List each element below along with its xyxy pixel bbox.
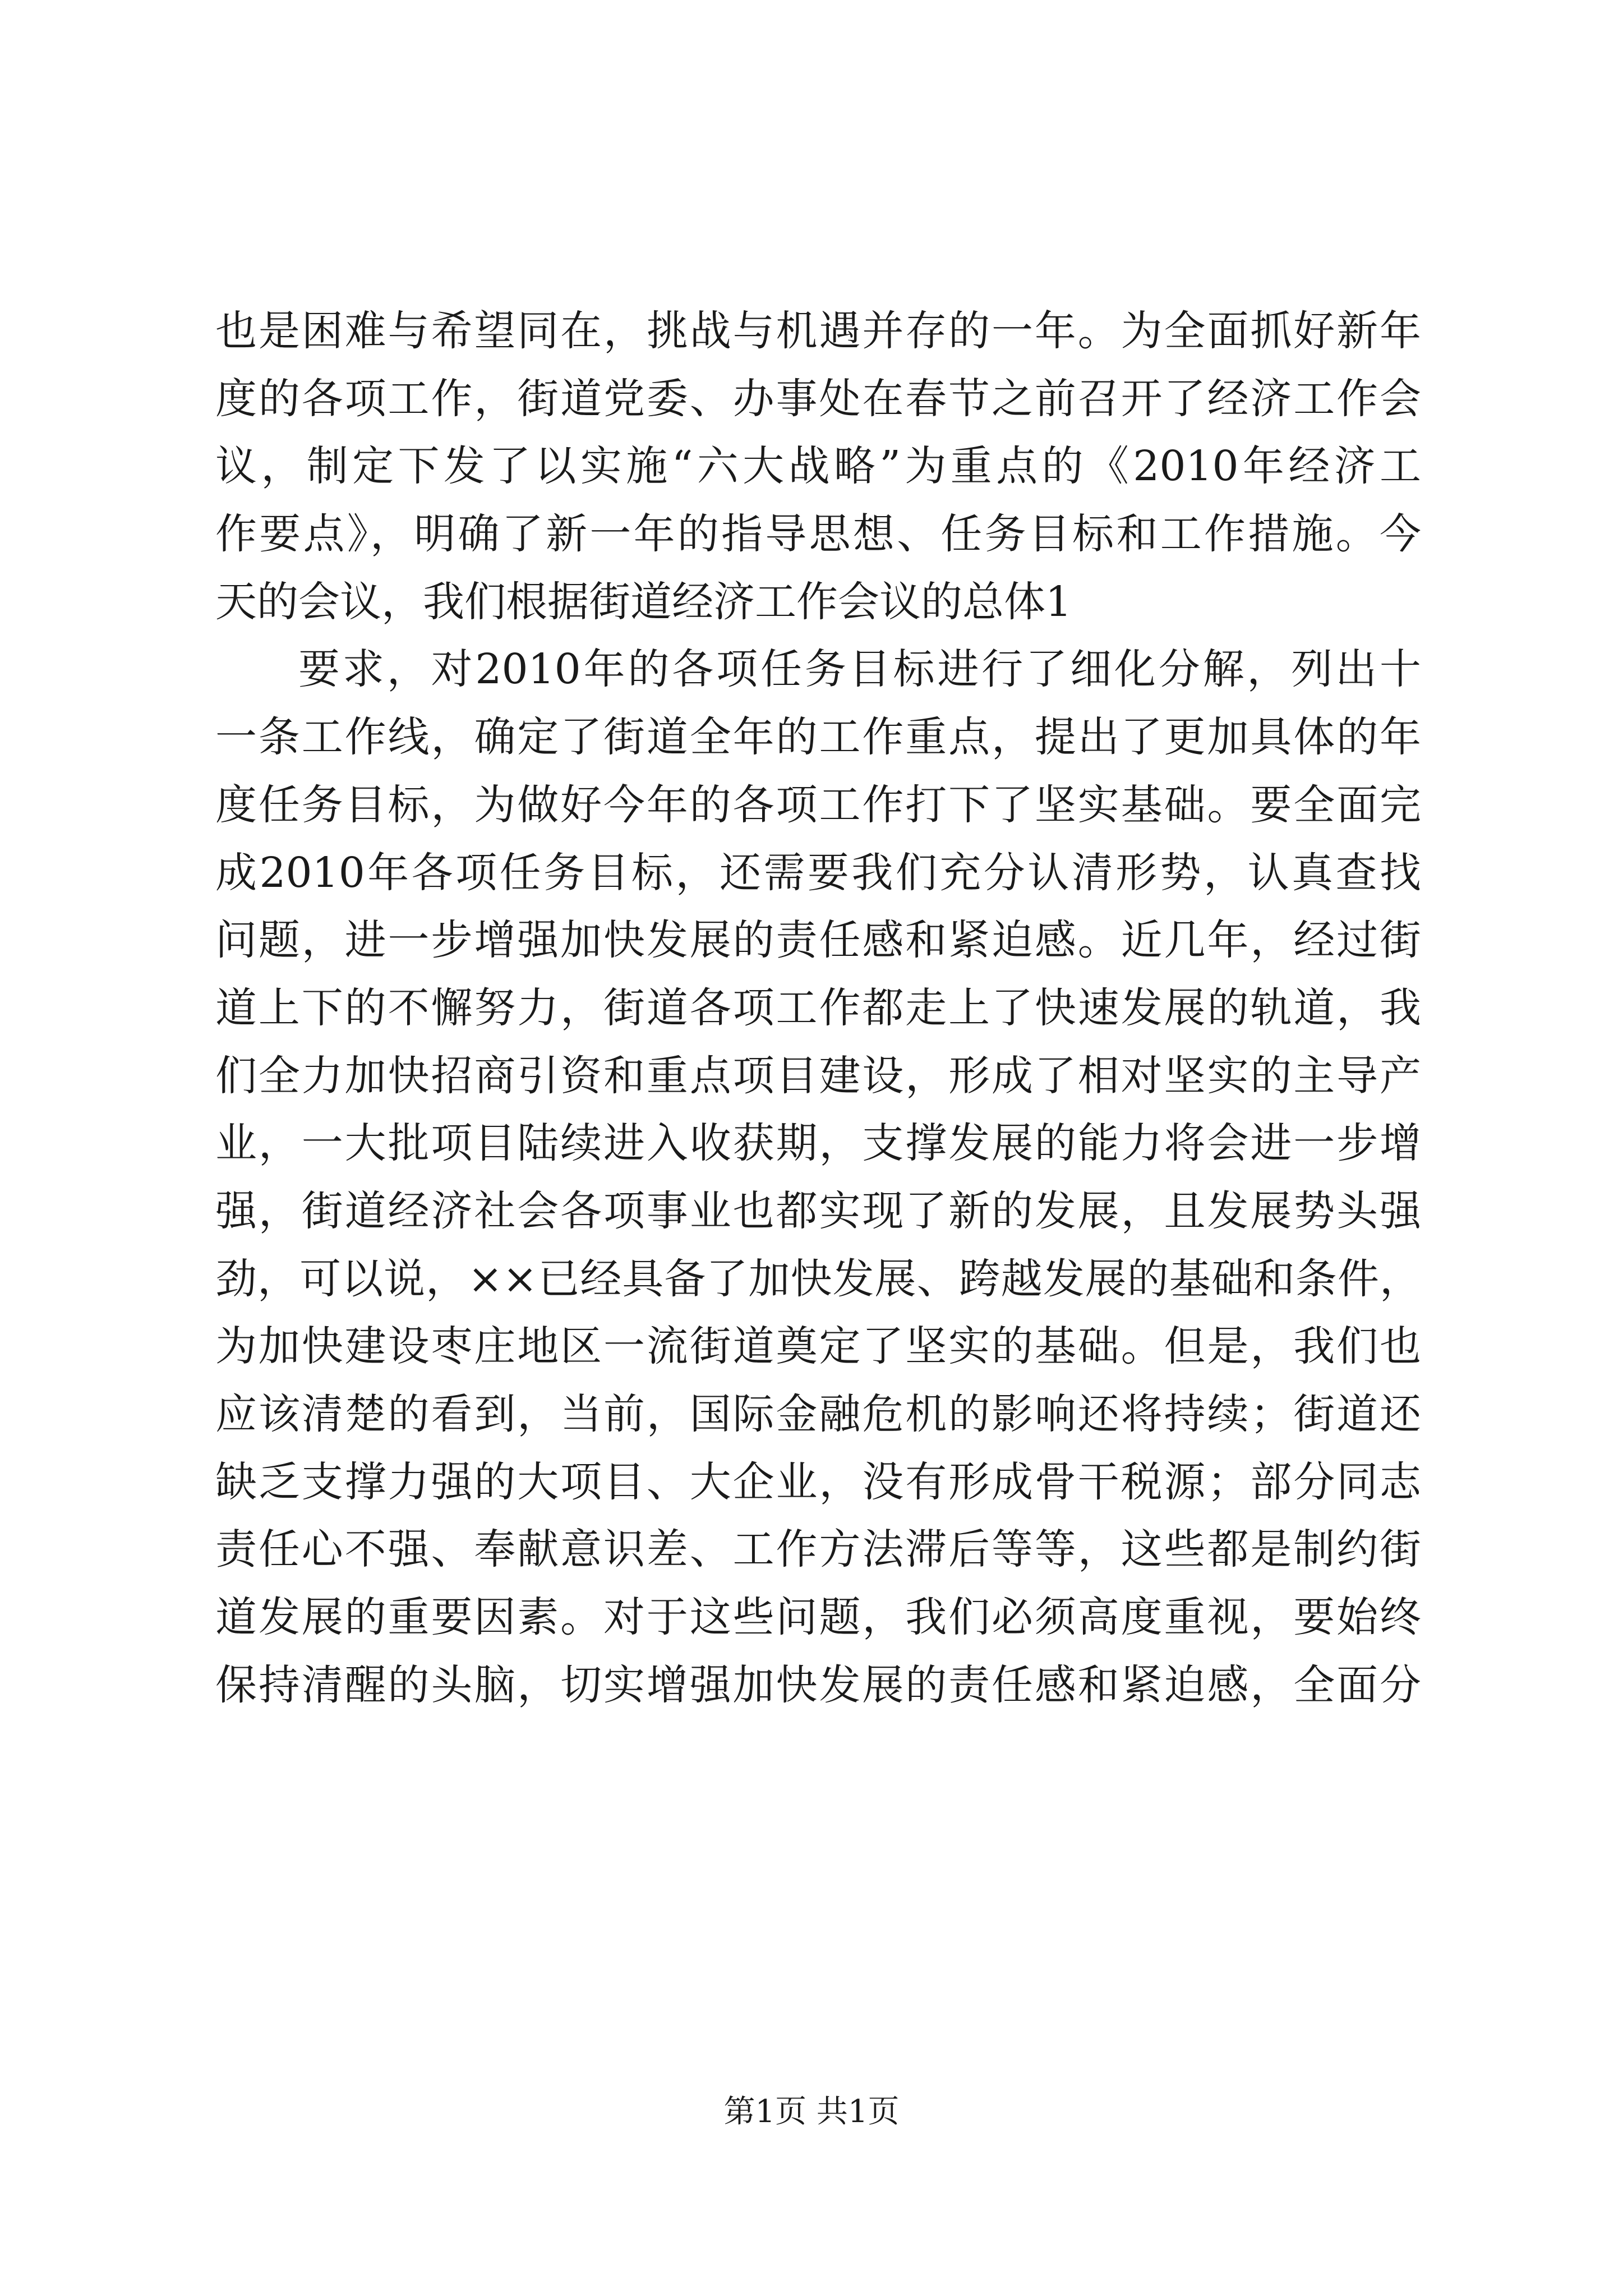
text-line: 一条工作线，确定了街道全年的工作重点，提出了更加具体的年 (215, 713, 1421, 762)
text-line: 应该清楚的看到，当前，国际金融危机的影响还将持续；街道还 (215, 1390, 1421, 1438)
text-line: 缺乏支撑力强的大项目、大企业，没有形成骨干税源；部分同志 (215, 1457, 1421, 1506)
text-line: 责任心不强、奉献意识差、工作方法滞后等等，这些都是制约街 (215, 1525, 1421, 1574)
text-line: 们全力加快招商引资和重点项目建设，形成了相对坚实的主导产 (215, 1051, 1421, 1100)
text-line: 作要点》，明确了新一年的指导思想、任务目标和工作措施。今 (215, 510, 1421, 559)
text-line: 度任务目标，为做好今年的各项工作打下了坚实基础。要全面完 (215, 780, 1421, 829)
text-line: 为加快建设枣庄地区一流街道奠定了坚实的基础。但是，我们也 (215, 1322, 1421, 1371)
text-line: 道发展的重要因素。对于这些问题，我们必须高度重视，要始终 (215, 1593, 1421, 1642)
text-line: 道上下的不懈努力，街道各项工作都走上了快速发展的轨道，我 (215, 983, 1421, 1032)
text-line: 成2010年各项任务目标，还需要我们充分认清形势，认真查找 (215, 848, 1421, 897)
body-text (215, 297, 1421, 1719)
text-line: 度的各项工作，街道党委、办事处在春节之前召开了经济工作会 (215, 374, 1421, 423)
page-footer (0, 2090, 1623, 2134)
text-line: 问题，进一步增强加快发展的责任感和紧迫感。近几年，经过街 (215, 916, 1421, 965)
text-line: 天的会议，我们根据街道经济工作会议的总体1 (215, 577, 1072, 626)
text-line: 要求，对2010年的各项任务目标进行了细化分解，列出十 (298, 645, 1421, 694)
text-line: 保持清醒的头脑，切实增强加快发展的责任感和紧迫感，全面分 (215, 1660, 1421, 1709)
text-line: 劲，可以说，××已经具备了加快发展、跨越发展的基础和条件， (215, 1254, 1421, 1303)
page-number-label: 第1页 共1页 (723, 2093, 900, 2130)
text-line: 强，街道经济社会各项事业也都实现了新的发展，且发展势头强 (215, 1186, 1421, 1235)
text-line: 也是困难与希望同在，挑战与机遇并存的一年。为全面抓好新年 (215, 307, 1421, 355)
text-line: 议，制定下发了以实施“六大战略”为重点的《2010年经济工 (215, 442, 1421, 491)
text-line: 业，一大批项目陆续进入收获期，支撑发展的能力将会进一步增 (215, 1119, 1421, 1168)
